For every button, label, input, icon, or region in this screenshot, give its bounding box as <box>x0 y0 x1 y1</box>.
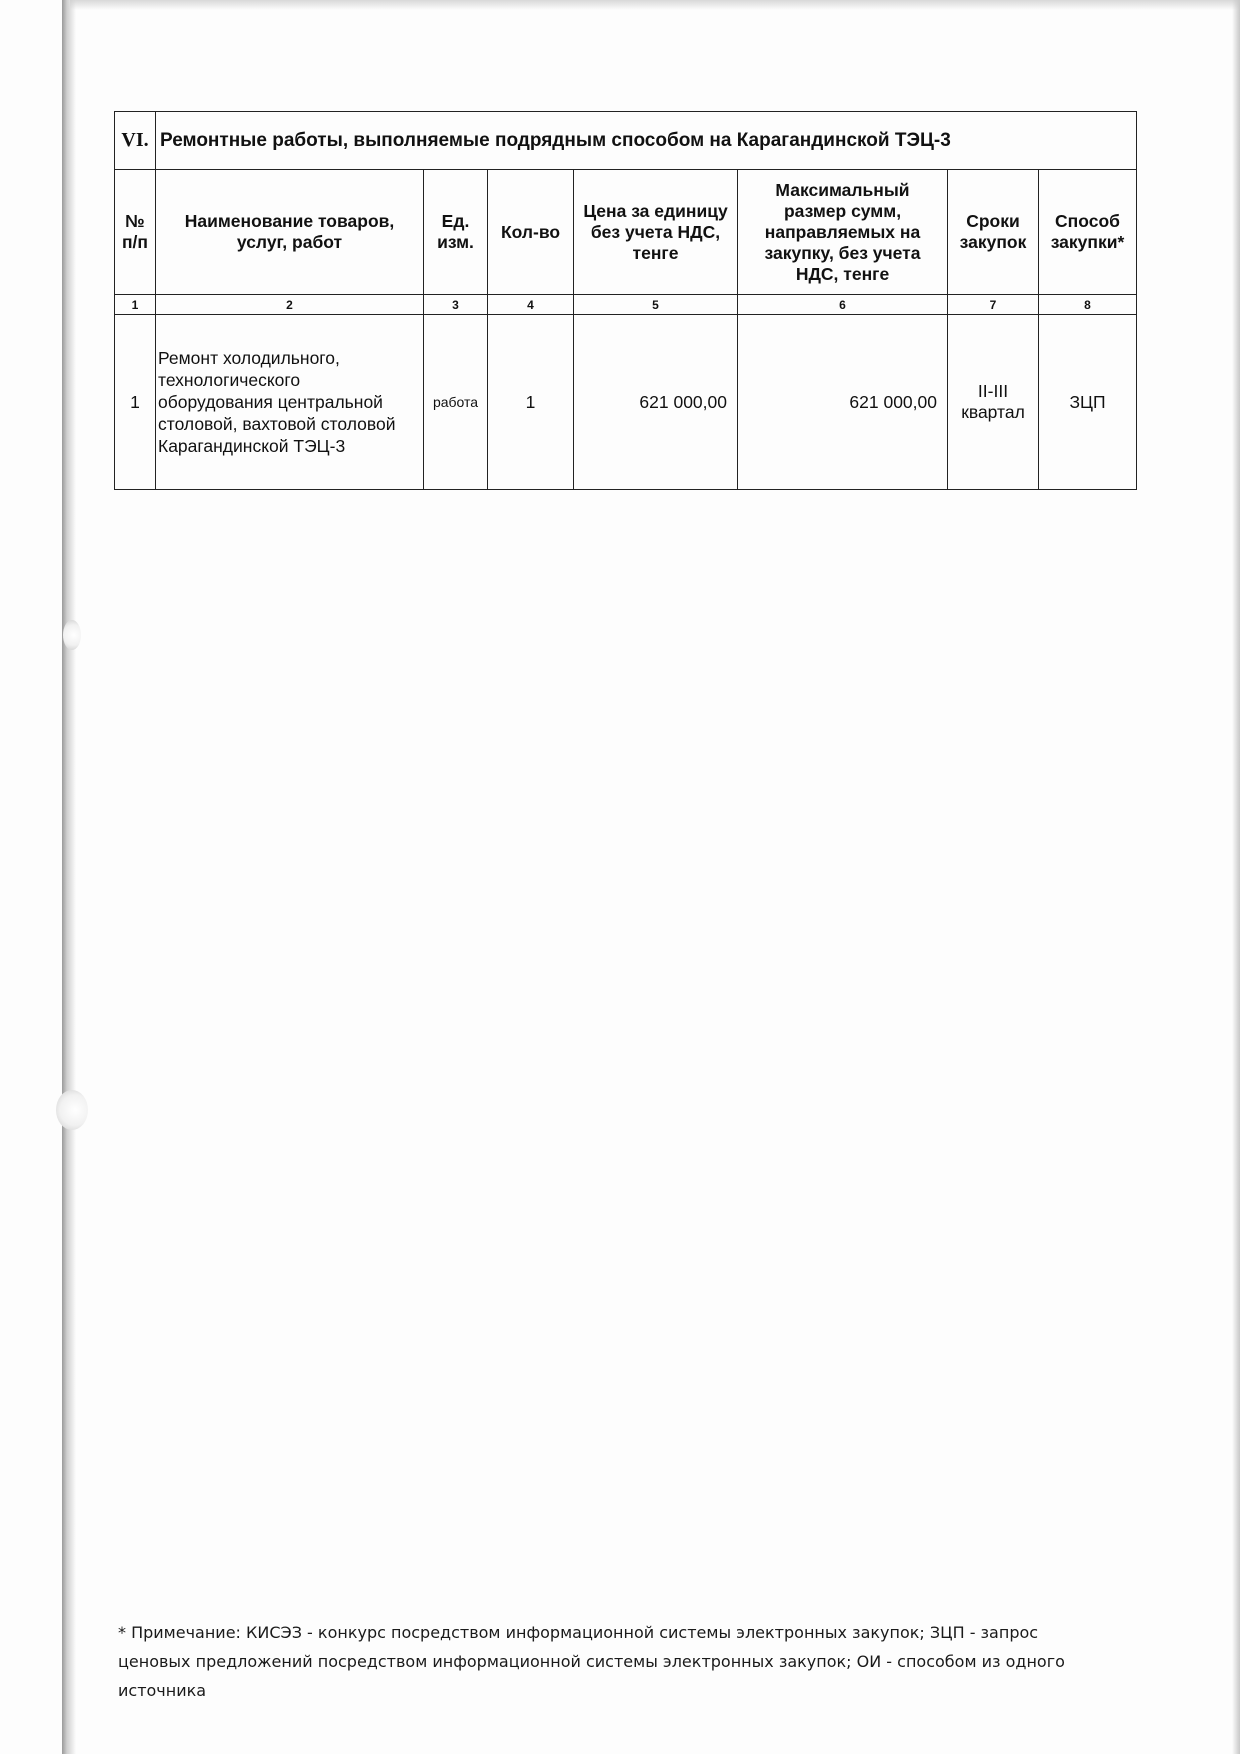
item-method: ЗЦП <box>1039 315 1137 490</box>
column-header: Цена за единицу без учета НДС, тенге <box>574 170 738 295</box>
procurement-table <box>114 111 1137 490</box>
column-number: 1 <box>115 295 156 315</box>
section-number: VI. <box>115 112 156 170</box>
item-period: II-III квартал <box>948 315 1039 490</box>
column-number: 5 <box>574 295 738 315</box>
punch-hole <box>63 620 81 650</box>
column-header: Ед. изм. <box>424 170 488 295</box>
column-number: 2 <box>156 295 424 315</box>
column-header: Наименование товаров, услуг, работ <box>156 170 424 295</box>
footnote: * Примечание: КИСЭЗ - конкурс посредством информационной системы электронных закупок; ЗЦП - запрос ценовых предложений посредством информационной системы электронных закупок; ОИ - способом из одного источника <box>118 1623 1065 1700</box>
item-unit-price: 621 000,00 <box>574 315 738 490</box>
section-title: Ремонтные работы, выполняемые подрядным способом на Карагандинской ТЭЦ-3 <box>156 112 1137 170</box>
column-number: 3 <box>424 295 488 315</box>
table-row <box>115 315 1137 490</box>
column-header: Сроки закупок <box>948 170 1039 295</box>
column-header: № п/п <box>115 170 156 295</box>
row-number: 1 <box>115 315 156 490</box>
item-quantity: 1 <box>488 315 574 490</box>
page-edge-shadow <box>70 0 1240 10</box>
item-max-sum: 621 000,00 <box>738 315 948 490</box>
page-edge-shadow-right <box>1232 0 1240 1754</box>
column-header: Способ закупки* <box>1039 170 1137 295</box>
column-header: Кол-во <box>488 170 574 295</box>
column-header-row <box>115 170 1137 295</box>
item-name: Ремонт холодильного, технологического оборудования центральной столовой, вахтовой столовой Карагандинской ТЭЦ-3 <box>156 315 424 490</box>
column-number: 4 <box>488 295 574 315</box>
column-number: 7 <box>948 295 1039 315</box>
column-number: 8 <box>1039 295 1137 315</box>
column-number-row <box>115 295 1137 315</box>
page-edge-shadow-left <box>62 0 76 1754</box>
column-number: 6 <box>738 295 948 315</box>
punch-hole <box>56 1090 88 1130</box>
item-unit: работа <box>424 315 488 490</box>
column-header: Максимальный размер сумм, направляемых на закупку, без учета НДС, тенге <box>738 170 948 295</box>
section-header-row <box>115 112 1137 170</box>
